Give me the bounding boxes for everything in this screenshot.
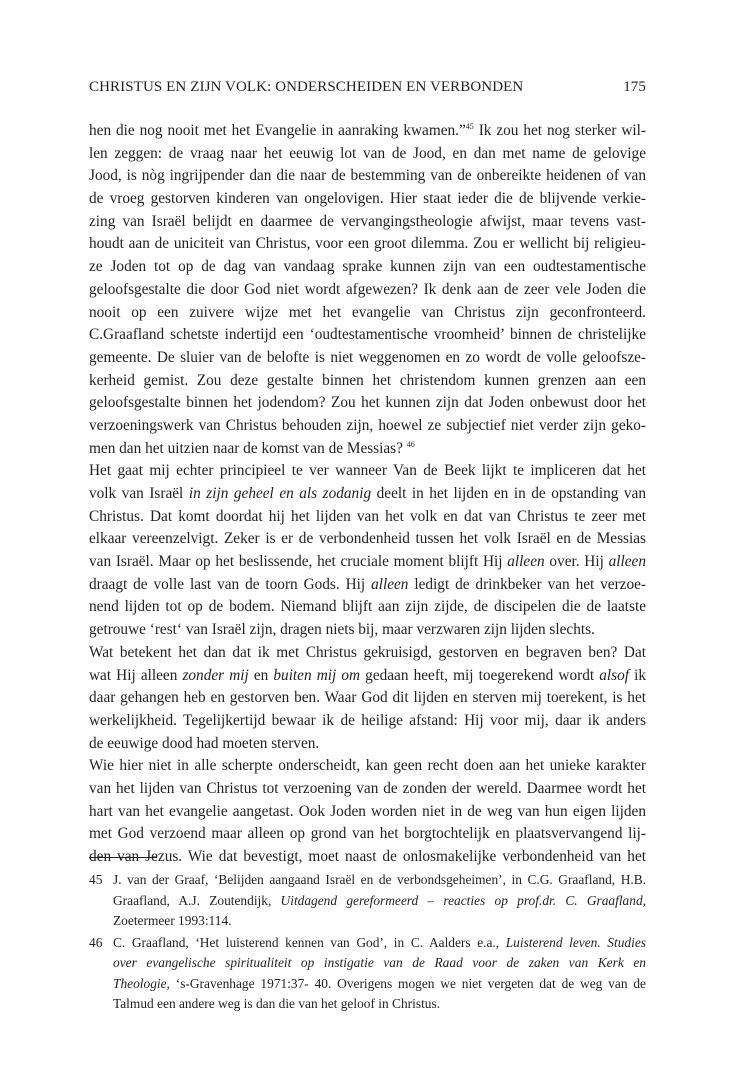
text-run: len zeggen: de vraag naar het eeuwig lot van de Jood, en dan met name de gelovige <box>89 144 646 162</box>
body-line <box>89 460 646 483</box>
body-line <box>89 551 646 574</box>
italic-text: Uitdagend gereformeerd – reacties op prof.dr. C. Graafland, <box>280 892 646 908</box>
footnote-line <box>113 994 646 1015</box>
footnote-line <box>113 891 646 912</box>
body-line <box>89 415 646 438</box>
text-run: de eeuwige dood had moeten sterven. <box>89 734 320 752</box>
footnote-line <box>113 911 646 932</box>
italic-text: Theologie, <box>113 975 170 991</box>
text-run: hen die nog nooit met het Evangelie in aanraking kwamen.” <box>89 122 466 139</box>
body-line <box>89 846 646 869</box>
text-run: daar gehangen heb en gestorven ben. Waar God dit lijden en sterven mij toerekent, is het <box>89 689 646 707</box>
body-line <box>89 506 646 529</box>
text-run: ledigt de drinkbeker van het verzoe- <box>408 575 647 593</box>
body-line <box>89 665 646 688</box>
text-run: nooit op een zuivere wijze met het evangelie van Christus zijn geconfronteerd. <box>89 303 646 321</box>
body-line <box>89 755 646 778</box>
footnote <box>89 870 646 932</box>
body-line <box>89 801 646 824</box>
text-run: en <box>248 666 274 684</box>
body-line <box>89 120 646 143</box>
body-line <box>89 574 646 597</box>
body-line <box>89 302 646 325</box>
text-run: over. Hij <box>544 553 609 571</box>
text-run: den van Jezus. Wie dat bevestigt, moet naast de onlosmakelijke verbondenheid van het <box>89 848 646 865</box>
footnote-line <box>113 870 646 891</box>
body-line <box>89 165 646 188</box>
italic-text: alleen <box>371 575 409 593</box>
text-run: getrouwe ‘rest‘ van Israël zijn, dragen niets bij, maar verzwaren zijn lijden slechts. <box>89 621 595 639</box>
body-line <box>89 324 646 347</box>
italic-text: alsof <box>599 666 629 684</box>
body-line <box>89 143 646 166</box>
text-run: ze Joden tot op de dag van vandaag sprake kunnen zijn van een oudtestamentische <box>89 258 646 276</box>
body-line <box>89 233 646 256</box>
text-run: verzoeningswerk van Christus behouden zijn, hoewel ze subjectief niet verder zijn geko- <box>89 416 646 434</box>
footnote <box>89 933 646 1015</box>
text-run: draagt de volle last van de toorn Gods. Hij <box>89 575 372 593</box>
text-run: wat Hij alleen <box>89 666 183 684</box>
text-run: volk van Israël <box>89 485 189 502</box>
body-line <box>89 528 646 551</box>
text-run: houdt aan de uniciteit van Christus, voor een groot dilemma. Zou er wellicht bij religieu- <box>89 235 646 253</box>
footnote-number: 45 <box>89 872 103 887</box>
text-run: met God verzoend maar alleen op grond van het borgtochtelijk en plaatsvervangend lij- <box>89 825 646 843</box>
text-run: Graafland, A.J. Zoutendijk, <box>113 892 281 908</box>
body-line <box>89 596 646 619</box>
body-line <box>89 619 646 642</box>
footnote-line <box>113 953 646 974</box>
body-line <box>89 778 646 801</box>
text-run: gemeente. De sluier van de belofte is niet weggenomen en zo wordt de volle geloofsze- <box>89 348 646 366</box>
body-line <box>89 710 646 733</box>
body-line <box>89 687 646 710</box>
text-run: Christus. Dat komt doordat hij het lijden van het volk en dat van Christus te zeer met <box>89 507 646 525</box>
body-line <box>89 823 646 846</box>
footnote-number: 46 <box>89 934 103 950</box>
body-line <box>89 279 646 302</box>
text-run: men dan het uitzien naar de komst van de Messias? <box>89 439 407 457</box>
footnote-separator <box>89 857 157 858</box>
italic-text: Luisterend leven. Studies <box>505 934 646 950</box>
body-line <box>89 642 646 665</box>
body-line <box>89 392 646 415</box>
italic-text: over evangelische spiritualiteit op instigatie van de Raad voor de zaken van Kerk en <box>113 955 646 970</box>
text-run: hart van het evangelie aangetast. Ook Joden worden niet in de weg van hun eigen lijden <box>89 802 646 820</box>
body-line <box>89 188 646 211</box>
footnotes <box>89 870 646 1015</box>
footnote-ref: 45 <box>465 122 474 131</box>
body-line <box>89 256 646 279</box>
text-run: zing van Israël belijdt en daarmee de vervangingstheologie afwijst, maar tevens vast- <box>89 212 646 230</box>
italic-text: in zijn geheel en als zodanig <box>188 485 372 502</box>
text-run: J. van der Graaf, ‘Belijden aangaand Israël en de verbondsgeheimen’, in C.G. Graafland, H.B. <box>113 872 646 887</box>
text-run: nend lijden tot op de bodem. Niemand blijft aan zijn zijde, de discipelen die de laatste <box>89 598 646 616</box>
text-run: Het gaat mij echter principieel te ver wanneer Van de Beek lijkt te impliceren dat het <box>89 462 646 480</box>
text-run: Jood, is nòg ingrijpender dan die naar de bestemming van de onbereikte heidenen of van <box>89 167 646 185</box>
body-line <box>89 483 646 506</box>
text-run: geloofsgestalte die door God niet wordt afgewezen? Ik denk aan de zeer vele Joden die <box>89 280 646 298</box>
text-run: ik <box>628 666 646 684</box>
text-run: gedaan heeft, mij toegerekend wordt <box>360 666 600 684</box>
footnote-line <box>113 974 646 995</box>
running-title: CHRISTUS EN ZIJN VOLK: ONDERSCHEIDEN EN VERBONDEN <box>89 79 524 95</box>
text-run: elkaar vereenzelvigt. Zeker is er de verbondenheid tussen het volk Israël en de Messias <box>89 530 646 548</box>
text-run: C. Graafland, ‘Het luisterend kennen van God’, in C. Aalders e.a., <box>113 934 506 950</box>
italic-text: alleen <box>608 553 646 571</box>
text-run: C.Graafland schetste indertijd een ‘oudtestamentische vroomheid’ binnen de christelijke <box>89 326 646 344</box>
footnote-ref: 46 <box>406 439 415 449</box>
text-run: ‘s-Gravenhage 1971:37- 40. Overigens mogen we niet vergeten dat de weg van de <box>169 975 646 991</box>
text-run: Wat betekent het dan dat ik met Christus gekruisigd, gestorven en begraven ben? Dat <box>89 643 646 661</box>
italic-text: alleen <box>507 553 545 571</box>
page-number: 175 <box>623 79 646 95</box>
text-run: van het lijden van Christus tot verzoening van de zonden der wereld. Daarmee wordt het <box>89 779 646 797</box>
footnote-line <box>113 933 646 954</box>
text-run: Ik zou het nog sterker wil- <box>473 122 646 139</box>
text-run: deelt in het lijden en in de opstanding van <box>371 485 646 502</box>
body-line <box>89 370 646 393</box>
body-line <box>89 438 646 461</box>
body-line <box>89 733 646 756</box>
text-run: werkelijkheid. Tegelijkertijd bewaar ik de heilige afstand: Hij voor mij, daar ik anders <box>89 711 646 729</box>
text-run: Zoetermeer 1993:114. <box>113 913 232 928</box>
text-run: Talmud een andere weg is dan die van het geloof in Christus. <box>113 996 441 1011</box>
body-line <box>89 347 646 370</box>
text-run: Wie hier niet in alle scherpte onderscheidt, kan geen recht doen aan het unieke karakter <box>89 757 646 775</box>
text-run: kerheid gemist. Zou deze gestalte binnen het christendom kunnen grenzen aan een <box>89 371 646 389</box>
text-run: geloofsgestalte binnen het jodendom? Zou het kunnen zijn dat Joden onbewust door het <box>89 394 646 412</box>
body-text <box>89 120 646 869</box>
italic-text: zonder mij <box>182 666 249 684</box>
text-run: van Israël. Maar op het beslissende, het cruciale moment blijft Hij <box>89 553 508 571</box>
body-line <box>89 211 646 234</box>
text-run: de vroeg gestorven kinderen van ongelovigen. Hier staat ieder die de blijvende verkie- <box>89 190 646 208</box>
italic-text: buiten mij om <box>273 666 361 684</box>
